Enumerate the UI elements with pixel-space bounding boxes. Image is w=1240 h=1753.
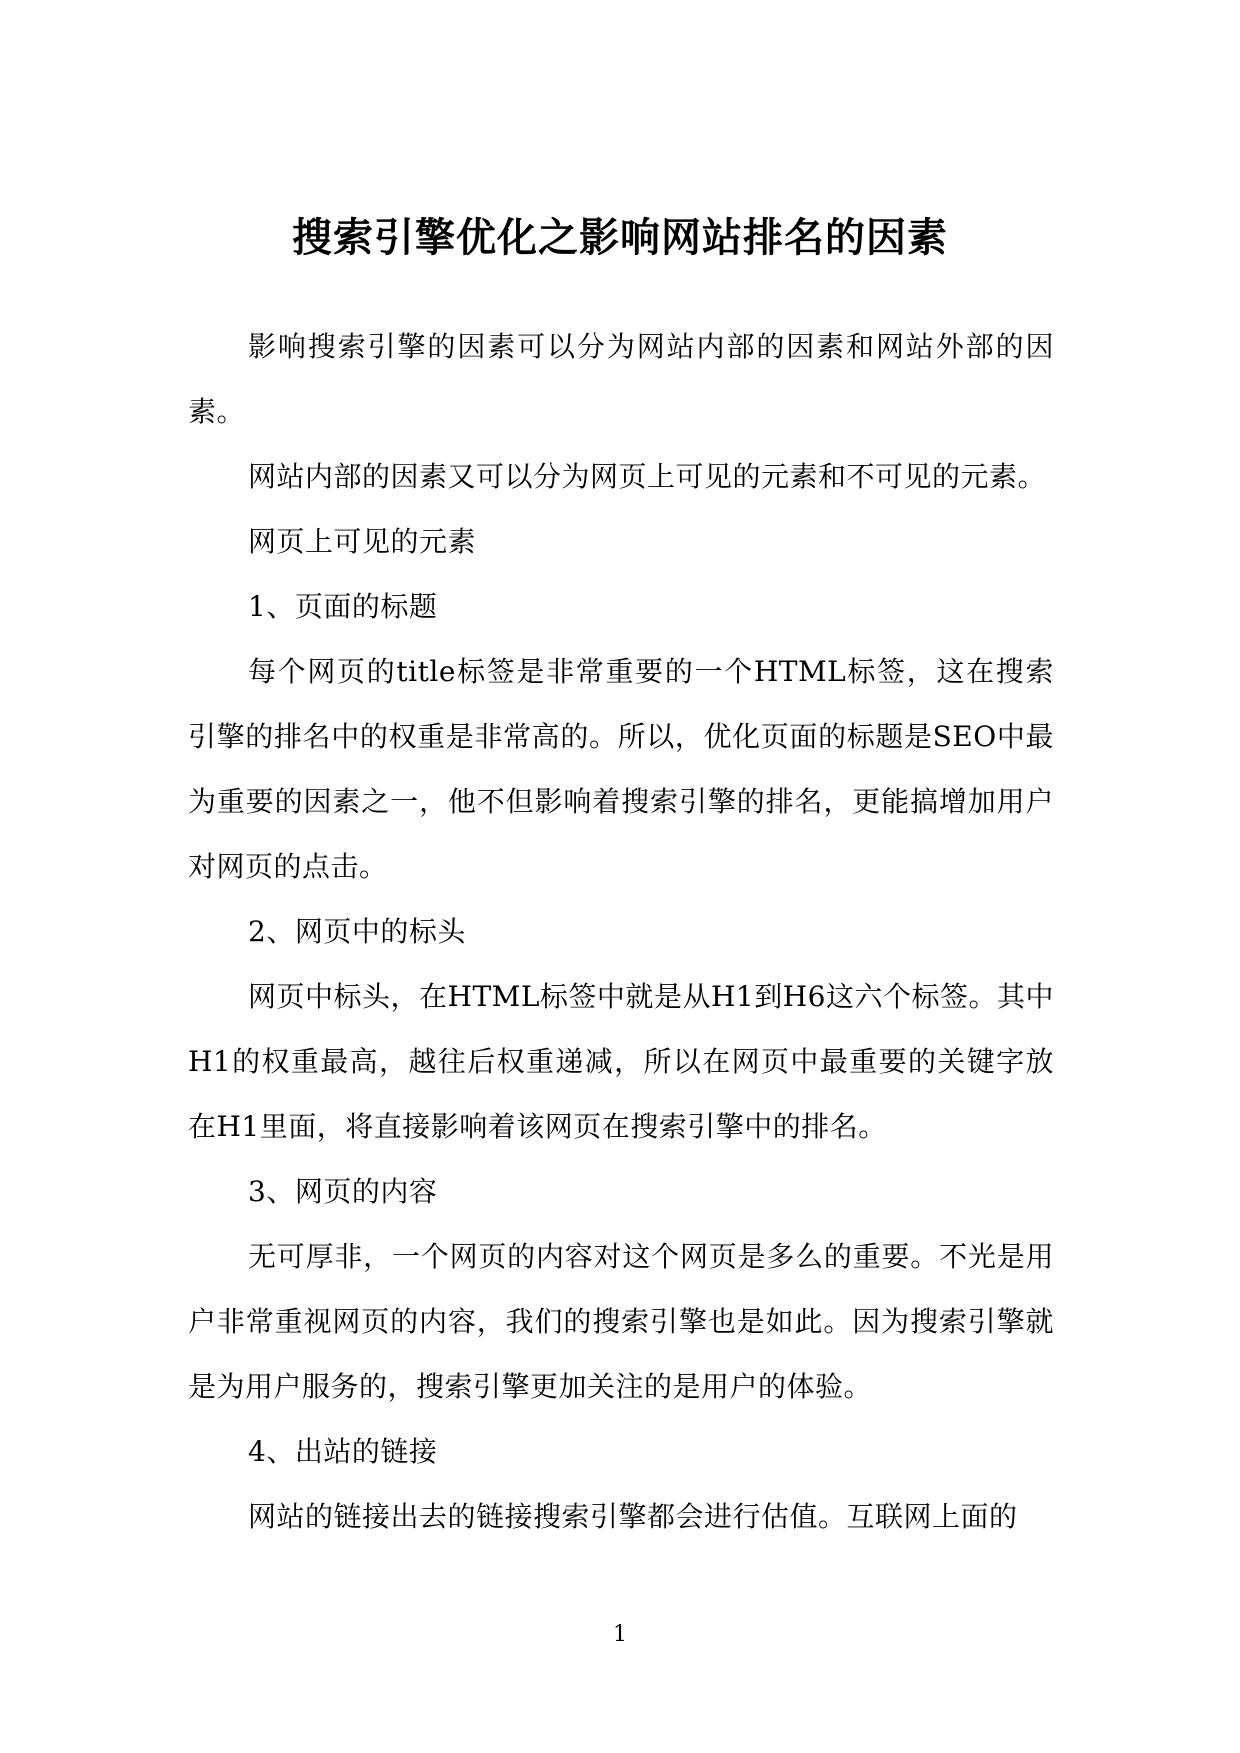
- section-heading-headers: 2、网页中的标头: [248, 915, 466, 948]
- paragraph-outbound-links: 网站的链接出去的链接搜索引擎都会进行估值。互联网上面的: [248, 1500, 1018, 1533]
- paragraph-intro: 影响搜索引擎的因素可以分为网站内部的因素和网站外部的因素。: [188, 330, 1054, 428]
- paragraph-headers: 网页中标头，在HTML标签中就是从H1到H6这六个标签。其中H1的权重最高，越往后权重递减，所以在网页中最重要的关键字放在H1里面，将直接影响着该网页在搜索引擎中的排名。: [188, 980, 1054, 1143]
- page-number: 1: [613, 1622, 627, 1647]
- paragraph-internal-factors: 网站内部的因素又可以分为网页上可见的元素和不可见的元素。: [248, 460, 1047, 493]
- section-heading-content: 3、网页的内容: [248, 1175, 438, 1208]
- paragraph-page-title: 每个网页的title标签是非常重要的一个HTML标签，这在搜索引擎的排名中的权重是非常高的。所以，优化页面的标题是SEO中最为重要的因素之一，他不但影响着搜索引擎的排名，更能搞增加用户对网页的点击。: [188, 655, 1054, 883]
- section-heading-visible-elements: 网页上可见的元素: [248, 525, 477, 558]
- section-heading-page-title: 1、页面的标题: [248, 590, 438, 623]
- document-body: [188, 314, 1054, 1549]
- paragraph-content: 无可厚非，一个网页的内容对这个网页是多么的重要。不光是用户非常重视网页的内容，我们的搜索引擎也是如此。因为搜索引擎就是为用户服务的，搜索引擎更加关注的是用户的体验。: [188, 1240, 1054, 1403]
- page-title: 搜索引擎优化之影响网站排名的因素: [292, 214, 948, 261]
- section-heading-outbound-links: 4、出站的链接: [248, 1435, 438, 1468]
